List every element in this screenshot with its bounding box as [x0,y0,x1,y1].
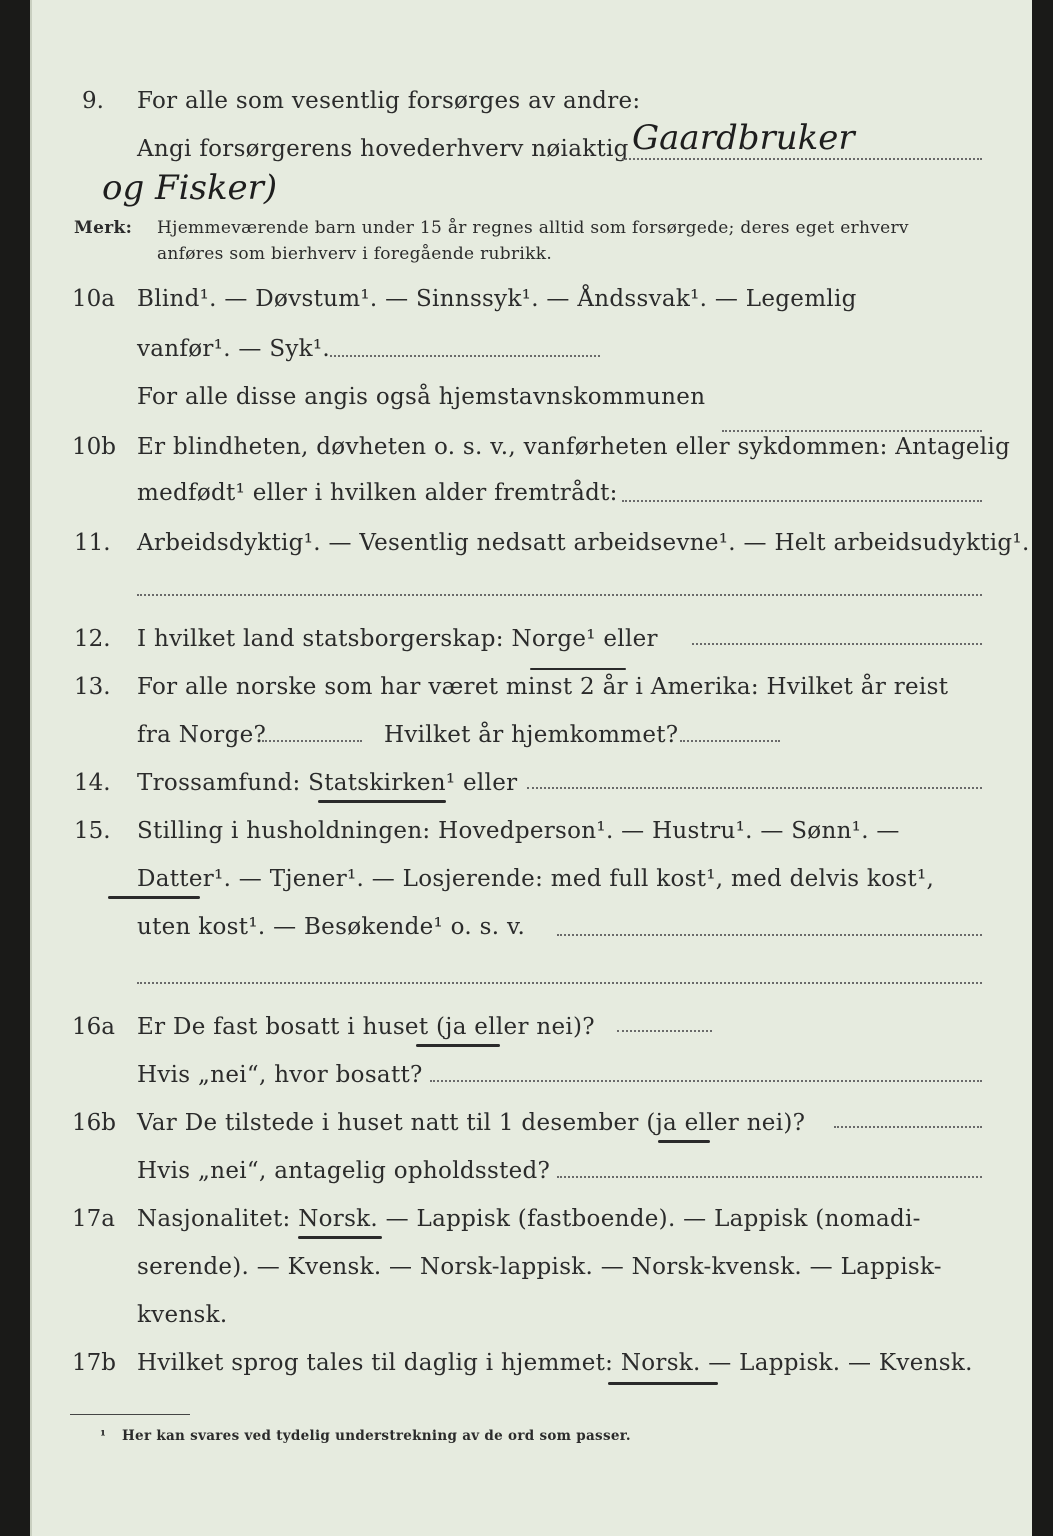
q16b-line1: Var De tilstede i huset natt til 1 desember (ja eller nei)? [137,1110,806,1136]
q13-number: 13. [74,674,111,700]
q10a-line2: vanfør¹. — Syk¹. [137,336,331,362]
q16a-ja-underline [416,1044,500,1047]
q11-line1: Arbeidsdyktig¹. — Vesentlig nedsatt arbeidsevne¹. — Helt arbeidsudyktig¹. [137,530,1030,556]
q9-answer-dotted-line [622,158,982,160]
q15-dotted-line [557,934,982,936]
q15-line2: Datter¹. — Tjener¹. — Losjerende: med full kost¹, med delvis kost¹, [137,866,935,892]
q10a-number: 10a [72,286,115,312]
q12-dotted-line [692,643,982,645]
q13-handwritten-mark [530,668,626,670]
q9-handwritten-occupation: Gaardbruker [632,118,855,158]
q15-number: 15. [74,818,111,844]
q14-dotted-line [527,787,982,789]
q16a-bosatt-dotted-line [430,1080,982,1082]
q10b-dotted-line [622,500,982,502]
q17a-line1: Nasjonalitet: Norsk. — Lappisk (fastboende). — Lappisk (nomadi- [137,1206,921,1232]
q16a-number: 16a [72,1014,115,1040]
merk-line1: Hjemmeværende barn under 15 år regnes alltid som forsørgede; deres eget erhverv [157,218,909,238]
merk-line2: anføres som bierhverv i foregående rubrikk. [157,244,553,264]
q16b-dotted-line [834,1126,982,1128]
q17b-line1: Hvilket sprog tales til daglig i hjemmet: Norsk. — Lappisk. — Kvensk. [137,1350,973,1376]
q10b-number: 10b [72,434,116,460]
q12-line1: I hvilket land statsborgerskap: Norge¹ eller [137,626,658,652]
q17b-number: 17b [72,1350,116,1376]
q14-line1: Trossamfund: Statskirken¹ eller [137,770,518,796]
q15-line1: Stilling i husholdningen: Hovedperson¹. — Hustru¹. — Sønn¹. — [137,818,900,844]
q10a-hjemstavn-dotted-line [722,430,982,432]
q17a-line2: serende). — Kvensk. — Norsk-lappisk. — Norsk-kvensk. — Lappisk- [137,1254,942,1280]
q10b-line1: Er blindheten, døvheten o. s. v., vanførheten eller sykdommen: Antagelig [137,434,1011,460]
q10a-line3: For alle disse angis også hjemstavnskommunen [137,384,706,410]
q10b-line2: medfødt¹ eller i hvilken alder fremtrådt: [137,480,618,506]
q16b-opholdssted-dotted-line [557,1176,982,1178]
q15-line3: uten kost¹. — Besøkende¹ o. s. v. [137,914,526,940]
q11-dotted-line [137,594,982,596]
q9-number: 9. [82,88,104,114]
q15-extra-dotted-line [137,982,982,984]
q9-handwritten-occupation-cont: og Fisker) [102,168,278,208]
q17a-norsk-underline [298,1236,382,1239]
q17a-number: 17a [72,1206,115,1232]
q16b-number: 16b [72,1110,116,1136]
q16b-ja-underline [658,1140,710,1143]
q14-statskirken-underline [318,800,446,803]
q10a-line1: Blind¹. — Døvstum¹. — Sinnssyk¹. — Åndssvak¹. — Legemlig [137,286,857,312]
q9-line1: For alle som vesentlig forsørges av andre: [137,88,641,114]
q17a-line3: kvensk. [137,1302,228,1328]
q13-line2b: Hvilket år hjemkommet? [384,722,679,748]
q12-number: 12. [74,626,111,652]
q11-number: 11. [74,530,111,556]
q13-line1: For alle norske som har været minst 2 år i Amerika: Hvilket år reist [137,674,949,700]
census-form-page [30,0,1032,1536]
q13-reist-dotted-line [262,740,362,742]
q14-number: 14. [74,770,111,796]
q15-datter-underline [108,896,200,899]
merk-label: Merk: [74,218,133,238]
q9-line2: Angi forsørgerens hovederhverv nøiaktig [137,136,629,162]
footnote-mark: ¹ [100,1428,107,1444]
q17b-norsk-underline [608,1382,718,1385]
footnote-text: Her kan svares ved tydelig understrekning av de ord som passer. [122,1428,631,1444]
q16a-dotted-line [617,1030,712,1032]
footnote-rule [70,1414,190,1415]
q16a-line1: Er De fast bosatt i huset (ja eller nei)? [137,1014,595,1040]
q10a-dotted-line [330,355,600,357]
q13-hjemkommet-dotted-line [680,740,780,742]
q16a-line2: Hvis „nei“, hvor bosatt? [137,1062,423,1088]
q16b-line2: Hvis „nei“, antagelig opholdssted? [137,1158,551,1184]
q13-line2a: fra Norge? [137,722,267,748]
